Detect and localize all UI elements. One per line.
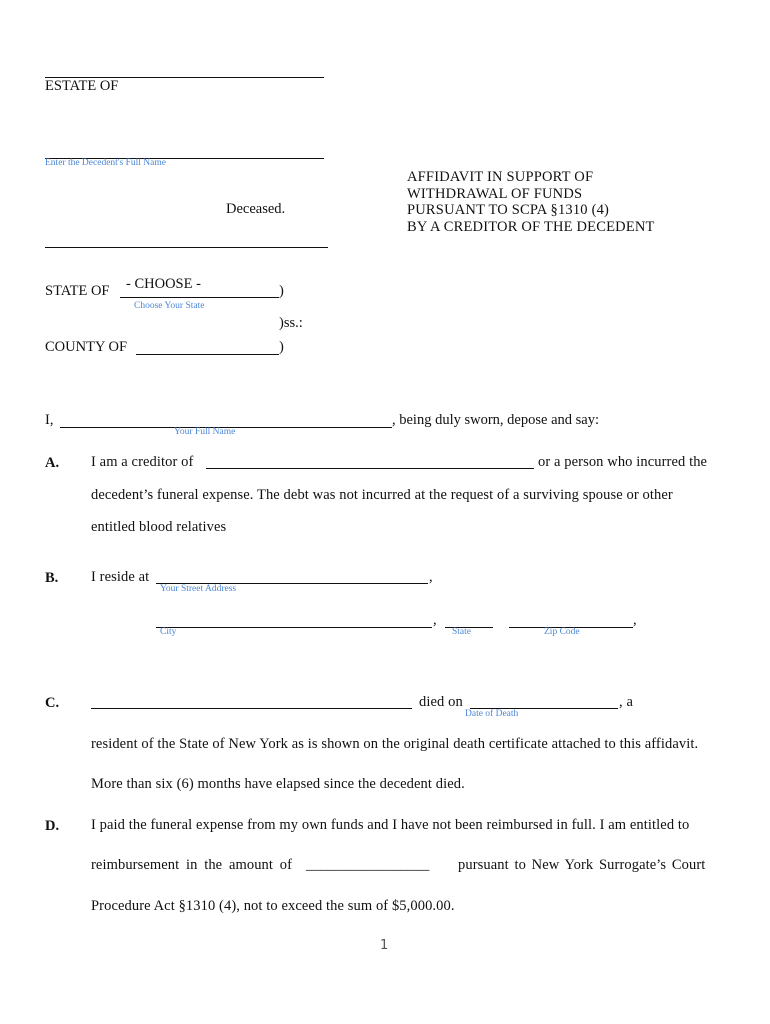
title-line-3: PURSUANT TO SCPA §1310 (4) [407, 202, 610, 218]
state-of-label: STATE OF [45, 283, 110, 299]
residence-state-field[interactable] [445, 611, 493, 628]
reimbursement-amount-blank[interactable]: _________________ [306, 857, 430, 873]
died-on-text: died on [419, 694, 463, 710]
title-line-4: BY A CREDITOR OF THE DECEDENT [407, 218, 655, 235]
date-of-death-hint: Date of Death [465, 709, 519, 719]
comma-a-text: , a [619, 694, 633, 710]
para-c-label: C. [45, 695, 60, 711]
sworn-text: , being duly sworn, depose and say: [392, 412, 599, 428]
decedent-name-field[interactable] [45, 142, 324, 159]
creditor-name-field[interactable] [206, 452, 534, 469]
para-c-text-2: resident of the State of New York as is shown on the original death certificate attached to this affidavit. [91, 736, 699, 752]
para-a-text-1b: or a person who incurred the [538, 454, 708, 470]
decedent-name-c-field[interactable] [91, 692, 412, 709]
para-c-text-3: More than six (6) months have elapsed since the decedent died. [91, 776, 465, 792]
state-select-hint: Choose Your State [134, 301, 205, 311]
para-a-text-3: entitled blood relatives [91, 519, 227, 535]
deceased-label: Deceased. [226, 201, 286, 217]
city-hint: City [160, 627, 177, 637]
para-d-text-2b: pursuant to New York Surrogate’s Court [458, 857, 706, 873]
para-d-text-2a: reimbursement in the amount of [91, 857, 293, 873]
affidavit-title [407, 169, 655, 235]
date-of-death-field[interactable] [470, 692, 618, 709]
county-of-label: COUNTY OF [45, 339, 128, 355]
para-a-label: A. [45, 455, 60, 471]
affiant-i: I, [45, 412, 54, 428]
para-d-label: D. [45, 818, 60, 834]
affiant-name-field[interactable] [60, 411, 392, 428]
para-a-text-1: I am a creditor of [91, 454, 194, 470]
zip-code-field[interactable] [509, 611, 633, 628]
affiant-name-hint: Your Full Name [174, 427, 236, 437]
caption-bottom-rule [45, 247, 328, 248]
zip-code-hint: Zip Code [544, 627, 580, 637]
page-number: 1 [380, 938, 389, 953]
decedent-name-hint: Enter the Decedent's Full Name [45, 158, 166, 168]
city-comma: , [433, 612, 437, 628]
para-d-text-1: I paid the funeral expense from my own funds and I have not been reimbursed in full. I am entitled to [91, 817, 690, 833]
zip-comma: , [633, 612, 637, 628]
title-line-2: WITHDRAWAL OF FUNDS [407, 185, 583, 202]
para-b-text-1: I reside at [91, 569, 150, 585]
state-select[interactable] [120, 276, 279, 298]
para-b-label: B. [45, 570, 59, 586]
estate-of-label: ESTATE OF [45, 78, 119, 94]
city-field[interactable] [156, 611, 432, 628]
street-address-hint: Your Street Address [160, 584, 237, 594]
state-hint: State [452, 627, 471, 637]
ss-label: )ss.: [279, 315, 303, 331]
street-address-field[interactable] [156, 567, 428, 584]
para-a-text-2: decedent’s funeral expense. The debt was not incurred at the request of a surviving spouse or other [91, 487, 673, 503]
para-d-text-3: Procedure Act §1310 (4), not to exceed the sum of $5,000.00. [91, 898, 455, 914]
county-field[interactable] [136, 338, 279, 355]
state-select-value: - CHOOSE - [126, 276, 201, 292]
state-paren: ) [279, 283, 284, 299]
street-comma: , [429, 569, 433, 585]
county-paren: ) [279, 339, 284, 355]
title-line-1: AFFIDAVIT IN SUPPORT OF [407, 169, 594, 185]
